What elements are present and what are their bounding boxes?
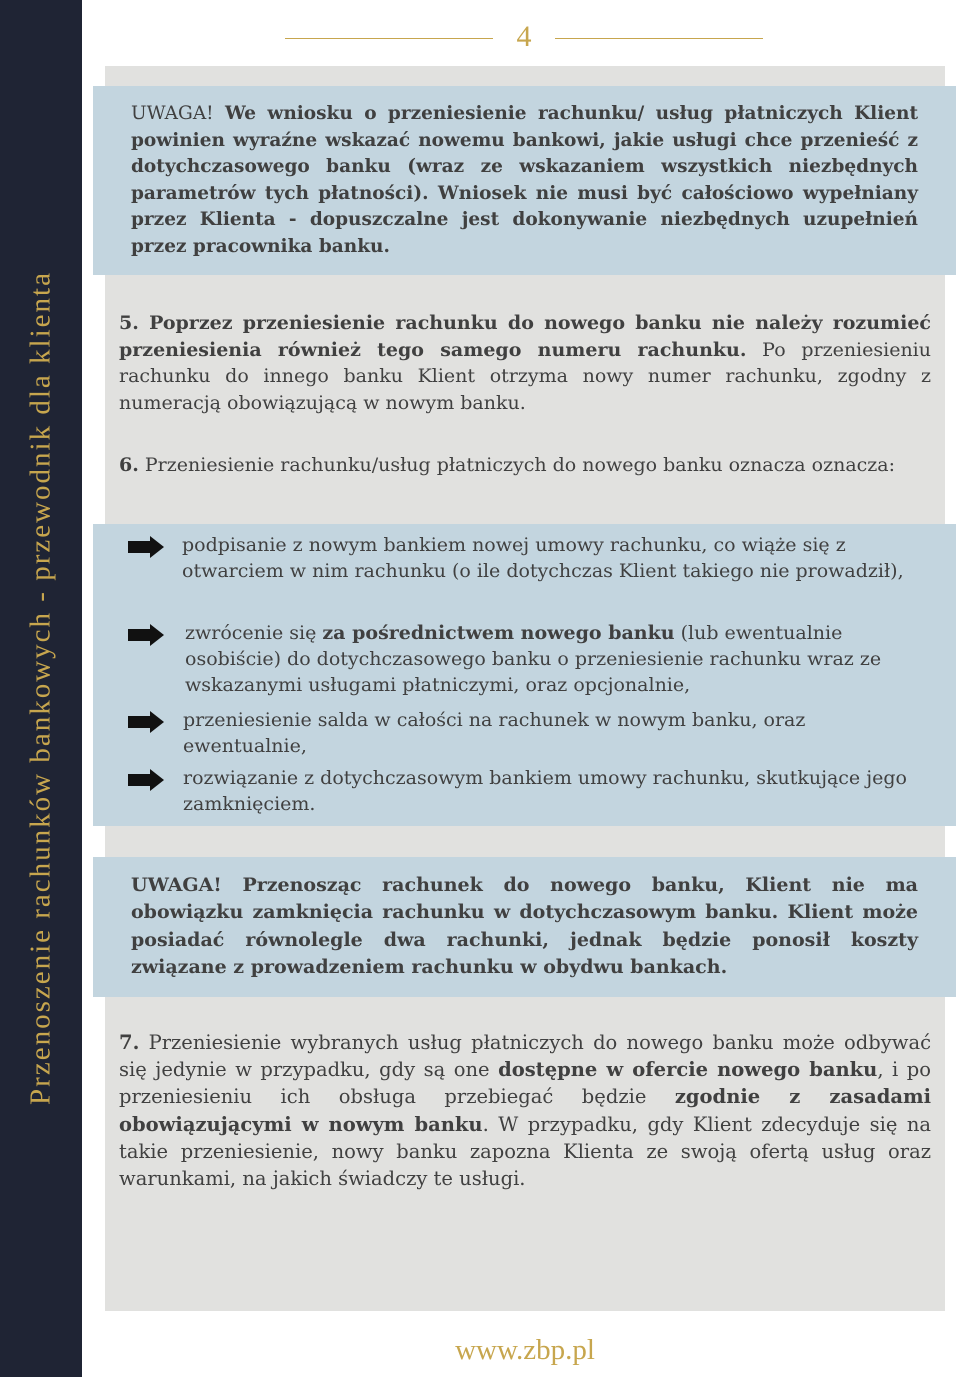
section-7-text-2: , i po przeniesieniu ich obsługa przebiegać będzie — [119, 1058, 932, 1109]
bullet-item-2-pre: zwrócenie się — [185, 622, 323, 644]
section-5-bold: 5. Poprzez przeniesienie rachunku do nowego banku nie należy rozumieć przeniesienia również tego samego numeru rachunku. — [119, 312, 931, 361]
note-1-text: We wniosku o przeniesienie rachunku/ usług płatniczych Klient powinien wyraźne wskazać nowemu bankowi, jakie usługi chce przenieść z dotychczasowego banku (wraz ze wskazaniem wszystkich niezbędnych parametrów tych płatności). Wniosek nie musi być całościowo wypełniany przez Klienta - dopuszczalne jest dokonywanie niezbędnych uzupełnień przez pracownika banku. — [131, 103, 918, 257]
section-7-bold-2: zgodnie z zasadami obowiązującymi w nowym banku — [119, 1085, 932, 1136]
header-rule-left — [285, 38, 493, 39]
section-7-number: 7. — [119, 1031, 140, 1054]
bullet-item-1-text: podpisanie z nowym bankiem nowej umowy rachunku, co wiąże się z otwarciem w nim rachunku (o ile dotychczas Klient takiego nie prowadził), — [182, 534, 904, 583]
note-2 — [131, 872, 918, 981]
section-6-text: Przeniesienie rachunku/usług płatniczych do nowego banku oznacza oznacza: — [138, 454, 896, 476]
page-number: 4 — [516, 20, 532, 53]
note-1-label: UWAGA! — [131, 103, 214, 124]
bullet-item-3-text: przeniesienie salda w całości na rachunek w nowym banku, oraz ewentualnie, — [183, 709, 806, 758]
section-7-bold-1: dostępne w ofercie nowego banku — [498, 1058, 878, 1082]
bullet-item-2-post: (lub ewentualnie osobiście) do dotychczasowego banku o przeniesienie rachunku wraz ze wskazanymi usługami płatniczymi, oraz opcjonalnie, — [185, 622, 882, 697]
arrow-right-icon — [128, 769, 164, 791]
header-rule-right — [555, 38, 763, 39]
bullet-item-2-bold: za pośrednictwem nowego banku — [322, 622, 675, 644]
sidebar-title: Przenoszenie rachunków bankowych - przewodnik dla klienta — [24, 271, 57, 1105]
section-6-number: 6. — [119, 454, 139, 476]
section-7-text-3: . W przypadku, gdy Klient zdecyduje się na takie przeniesienie, nowy banku zapozna Klienta ze swoją ofertą usług oraz warunkami, na jakich świadczy te usługi. — [119, 1112, 931, 1191]
page-header — [285, 20, 763, 54]
section-5-text: Po przeniesieniu rachunku do innego banku Klient otrzyma nowy numer rachunku, zgodny z numeracją obowiązującą w nowym banku. — [119, 338, 931, 414]
section-7 — [119, 1029, 931, 1192]
footer-url[interactable]: www.zbp.pl — [455, 1334, 595, 1366]
section-6 — [119, 452, 931, 479]
arrow-right-icon — [128, 624, 164, 646]
arrow-right-icon — [128, 536, 164, 558]
note-1 — [131, 101, 918, 261]
section-5 — [119, 310, 931, 416]
arrow-right-icon — [128, 711, 164, 733]
section-7-text-1: Przeniesienie wybranych usług płatniczych do nowego banku może odbywać się jedynie w przypadku, gdy są one — [119, 1031, 931, 1082]
note-2-text: UWAGA! Przenosząc rachunek do nowego banku, Klient nie ma obowiązku zamknięcia rachunku w dotychczasowym banku. Klient może posiadać równolegle dwa rachunki, jednak będzie ponosił koszty związane z prowadzeniem rachunku w obydwu bankach. — [131, 874, 918, 978]
bullet-item-2-text — [185, 620, 925, 699]
sidebar — [0, 0, 82, 1377]
bullet-item-4-text: rozwiązanie z dotychczasowym bankiem umowy rachunku, skutkujące jego zamknięciem. — [183, 767, 907, 816]
